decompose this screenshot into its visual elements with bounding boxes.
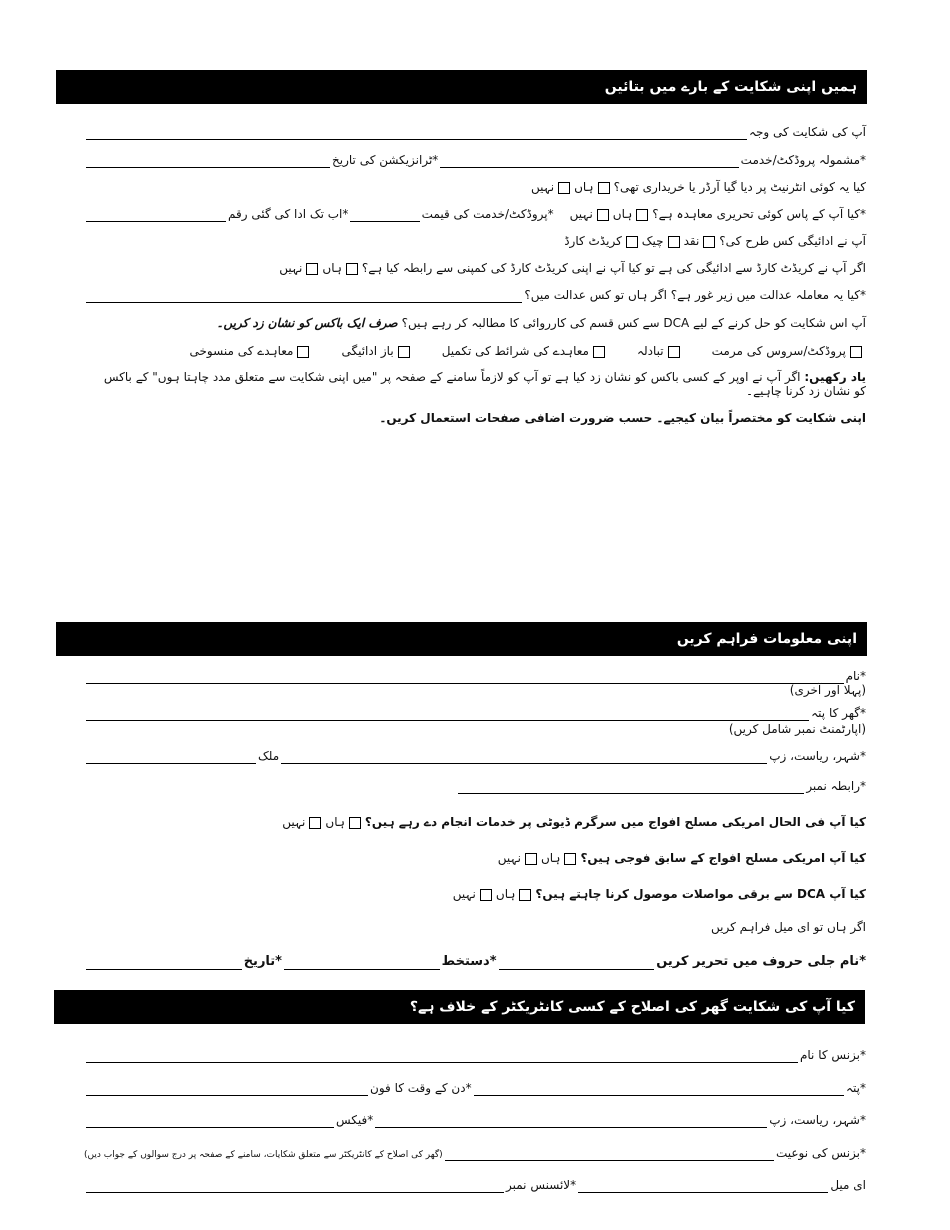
contract-yes-checkbox[interactable] <box>636 209 648 221</box>
reason-label: آپ کی شکایت کی وجہ <box>748 125 866 139</box>
check-checkbox[interactable] <box>668 236 680 248</box>
contract-row <box>84 202 866 222</box>
email-no-checkbox[interactable] <box>480 889 492 901</box>
fax-label: *فیکس <box>336 1113 374 1127</box>
veteran-row <box>84 846 866 866</box>
no-label: نہیں <box>530 180 555 194</box>
exchange-checkbox[interactable] <box>668 346 680 358</box>
email-hint: اگر ہاں تو ای میل فراہم کریں <box>711 920 866 934</box>
name-hint: (پہلا اور آخری) <box>789 683 866 697</box>
city-country-row <box>84 744 866 764</box>
credit-card-contact-question: اگر آپ نے کریڈٹ کارڈ سے ادائیگی کی ہے تو کیا آپ نے اپنی کریڈٹ کارڈ کی کمپنی سے رابطہ کیا ہے؟ <box>361 261 866 275</box>
business-address-label: *پتہ <box>846 1081 866 1095</box>
email-consent-row <box>84 882 866 902</box>
payment-method-row <box>84 229 866 249</box>
email-consent-question: کیا آپ DCA سے برقی مواصلات موصول کرنا چاہتے ہیں؟ <box>535 887 866 901</box>
reason-field[interactable] <box>86 125 747 140</box>
business-email-field[interactable] <box>578 1178 828 1193</box>
contract-fulfillment-label: معاہدے کی شرائط کی تکمیل <box>441 344 589 358</box>
credit-card-contact-row <box>84 256 866 276</box>
reminder-text: اگر آپ نے اوپر کے کسی باکس کو نشان زد کیا ہے تو آپ کو لازماً سامنے کے صفحہ پر "میں اپنی شکایت سے متعلق مدد چاہتا ہوں" کے باکس کو نشان زد کرنا چاہیے۔ <box>103 370 866 398</box>
address-hint: (اپارٹمنٹ نمبر شامل کریں) <box>728 722 866 736</box>
price-field[interactable] <box>350 207 419 222</box>
veteran-yes-checkbox[interactable] <box>564 853 576 865</box>
yes-label: ہاں <box>322 261 342 275</box>
yes-label: ہاں <box>574 180 594 194</box>
country-field[interactable] <box>86 749 256 764</box>
date-label: *تاریخ <box>243 954 282 969</box>
business-name-field[interactable] <box>86 1048 798 1063</box>
signature-field[interactable] <box>284 955 440 970</box>
reminder-bold: یاد رکھیں: <box>804 370 866 384</box>
no-label: نہیں <box>569 207 593 221</box>
refund-label: باز ادائیگی <box>341 344 394 358</box>
contract-cancel-checkbox[interactable] <box>297 346 309 358</box>
section-header-contractor: کیا آپ کی شکایت گھر کی اصلاح کے کسی کانٹریکٹر کے خلاف ہے؟ <box>54 990 865 1024</box>
repair-label: پروڈکٹ/سروس کی مرمت <box>711 344 846 358</box>
address-label: *گھر کا پتہ <box>811 706 866 720</box>
military-no-checkbox[interactable] <box>309 817 321 829</box>
cc-contact-no-checkbox[interactable] <box>306 263 318 275</box>
contract-fulfillment-checkbox[interactable] <box>593 346 605 358</box>
name-label: *نام <box>845 669 866 683</box>
no-label: نہیں <box>452 887 476 901</box>
section-header-complaint: ہمیں اپنی شکایت کے بارے میں بتائیں <box>56 70 867 104</box>
transaction-date-label: *ٹرانزیکشن کی تاریخ <box>332 153 439 167</box>
military-row <box>84 810 866 830</box>
credit-card-checkbox[interactable] <box>626 236 638 248</box>
phone-label: *رابطہ نمبر <box>806 779 866 793</box>
dca-action-emphasis: صرف ایک باکس کو نشان زد کریں۔ <box>216 316 398 330</box>
business-address-row <box>84 1076 866 1096</box>
court-row <box>84 283 866 303</box>
transaction-date-field[interactable] <box>86 153 330 168</box>
dca-options-row <box>84 339 866 359</box>
name-field[interactable] <box>86 669 844 684</box>
product-label: *مشمولہ پروڈکٹ/خدمت <box>740 153 866 167</box>
no-label: نہیں <box>282 815 306 829</box>
contract-cancel-label: معاہدے کی منسوخی <box>189 344 294 358</box>
fax-field[interactable] <box>86 1113 334 1128</box>
address-row <box>84 701 866 721</box>
business-type-label: *بزنس کی نوعیت <box>775 1146 866 1160</box>
amount-paid-label: *اب تک ادا کی گئی رقم <box>228 207 349 221</box>
reminder-note <box>96 370 866 398</box>
complaint-description-area[interactable] <box>84 430 866 610</box>
internet-order-row <box>84 175 866 195</box>
internet-yes-checkbox[interactable] <box>598 182 610 194</box>
business-type-note: (گھر کی اصلاح کے کانٹریکٹر سے متعلق شکایات، سامنے کے صفحہ پر درج سوالوں کے جواب دیں) <box>84 1150 443 1160</box>
print-name-field[interactable] <box>499 955 655 970</box>
no-label: نہیں <box>497 851 521 865</box>
court-question: *کیا یہ معاملہ عدالت میں زیر غور ہے؟ اگر ہاں تو کس عدالت میں؟ <box>524 288 866 302</box>
email-license-row <box>84 1173 866 1193</box>
court-field[interactable] <box>86 288 522 303</box>
check-label: چیک <box>641 234 664 248</box>
signature-label: *دستخط <box>441 954 497 969</box>
license-label: *لائسنس نمبر <box>506 1178 577 1192</box>
signature-row <box>84 950 866 970</box>
business-address-field[interactable] <box>474 1081 844 1096</box>
product-field[interactable] <box>440 153 738 168</box>
date-field[interactable] <box>86 955 242 970</box>
print-name-label: *نام جلی حروف میں تحریر کریں <box>656 954 866 969</box>
business-email-label: ای میل <box>830 1178 866 1192</box>
business-name-row <box>84 1043 866 1063</box>
military-question: کیا آپ فی الحال امریکی مسلح افواج میں سرگرم ڈیوٹی پر خدمات انجام دے رہے ہیں؟ <box>364 815 866 829</box>
internet-no-checkbox[interactable] <box>558 182 570 194</box>
yes-label: ہاں <box>612 207 633 221</box>
city-label: *شہر، ریاست، زپ <box>769 749 866 763</box>
amount-paid-field[interactable] <box>86 207 226 222</box>
dca-action-row <box>84 311 866 331</box>
business-city-row <box>84 1108 866 1128</box>
military-yes-checkbox[interactable] <box>349 817 361 829</box>
payment-question: آپ نے ادائیگی کس طرح کی؟ <box>719 234 866 248</box>
business-city-field[interactable] <box>375 1113 767 1128</box>
yes-label: ہاں <box>495 887 516 901</box>
section-header-info: اپنی معلومات فراہم کریں <box>56 622 867 656</box>
address-field[interactable] <box>86 706 809 721</box>
city-field[interactable] <box>281 749 767 764</box>
business-type-field[interactable] <box>445 1146 774 1161</box>
contract-question: *کیا آپ کے پاس کوئی تحریری معاہدہ ہے؟ <box>652 207 866 221</box>
business-city-label: *شہر، ریاست، زپ <box>769 1113 866 1127</box>
yes-label: ہاں <box>540 851 561 865</box>
price-label: *پروڈکٹ/خدمت کی قیمت <box>421 207 554 221</box>
veteran-question: کیا آپ امریکی مسلح افواج کے سابق فوجی ہیں؟ <box>580 851 866 865</box>
no-label: نہیں <box>279 261 303 275</box>
business-type-row <box>84 1141 866 1161</box>
exchange-label: تبادلہ <box>636 344 664 358</box>
refund-checkbox[interactable] <box>398 346 410 358</box>
day-phone-field[interactable] <box>86 1081 368 1096</box>
phone-field[interactable] <box>458 779 804 794</box>
license-field[interactable] <box>86 1178 504 1193</box>
cash-checkbox[interactable] <box>703 236 715 248</box>
credit-card-label: کریڈٹ کارڈ <box>564 234 622 248</box>
cash-label: نقد <box>683 234 700 248</box>
dca-action-question: آپ اس شکایت کو حل کرنے کے لیے DCA سے کس قسم کی کارروائی کا مطالبہ کر رہے ہیں؟ <box>401 316 866 330</box>
reason-row <box>84 120 866 140</box>
veteran-no-checkbox[interactable] <box>525 853 537 865</box>
business-name-label: *بزنس کا نام <box>799 1048 866 1062</box>
phone-row <box>84 774 866 794</box>
cc-contact-yes-checkbox[interactable] <box>346 263 358 275</box>
email-yes-checkbox[interactable] <box>519 889 531 901</box>
contract-no-checkbox[interactable] <box>597 209 609 221</box>
describe-instruction: اپنی شکایت کو مختصراً بیان کیجیے۔ حسب ضرورت اضافی صفحات استعمال کریں۔ <box>379 411 866 425</box>
country-label: ملک <box>258 749 280 763</box>
internet-order-question: کیا یہ کوئی انٹرنیٹ پر دیا گیا آرڈر یا خریداری تھی؟ <box>613 180 866 194</box>
repair-checkbox[interactable] <box>850 346 862 358</box>
name-row <box>84 664 866 684</box>
yes-label: ہاں <box>325 815 345 829</box>
day-phone-label: *دن کے وقت کا فون <box>370 1081 472 1095</box>
product-row <box>84 148 866 168</box>
